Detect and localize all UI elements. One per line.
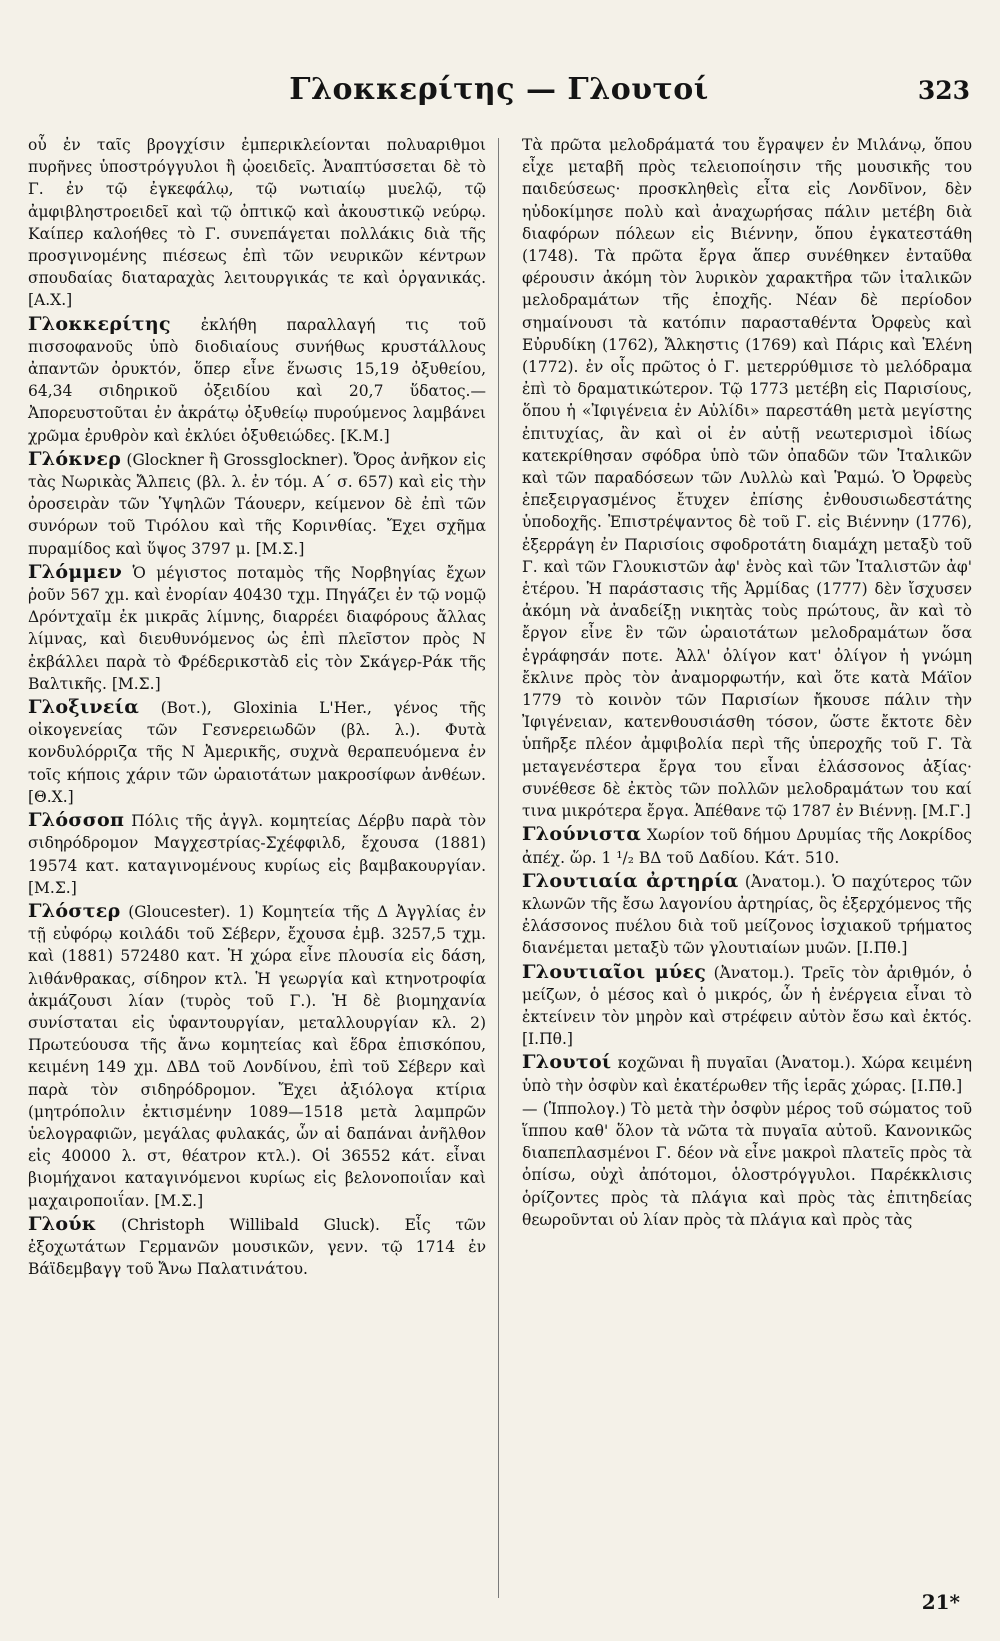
entry-text: οὗ ἐν ταῖς βρογχίσιν ἐμπερικλείονται πολυαριθμοι πυρῆνες ὑποστρόγγυλοι ἢ ᾠοειδεῖς. Ἀναπτύσσεται δὲ τὸ Γ. ἐν τῷ ἐγκεφάλῳ, τῷ νωτιαίῳ μυελῷ, τῷ ἀμφιβληστροειδεῖ καὶ τῷ ὀπτικῷ καὶ ἀκουστικῷ νεύρῳ. Καίπερ καλοήθες τὸ Γ. συνεπάγεται πολλάκις διὰ τῆς προσγινομένης πιέσεως ἐπὶ τῶν νευρικῶν κέντρων σπουδαίας διαταραχὰς λειτουργικάς τε καὶ ὀργανικάς. [Α.Χ.] <box>28 136 486 310</box>
dictionary-entry <box>28 448 486 560</box>
entry-headword: Γλόκνερ <box>28 447 122 470</box>
entry-headword: Γλοκκερίτης <box>28 312 171 335</box>
dictionary-entry <box>522 823 972 868</box>
right-column <box>522 134 972 1232</box>
dictionary-entry <box>28 134 486 312</box>
running-header <box>28 72 970 112</box>
signature-mark: 21* <box>921 1590 960 1614</box>
page-title: Γλοκκερίτης — Γλουτοί <box>289 72 709 107</box>
entry-text: Ὁ μέγιστος ποταμὸς τῆς Νορβηγίας ἔχων ῥοῦν 567 χμ. καὶ ἐνορίαν 40430 τχμ. Πηγάζει ἐν τῷ νομῷ Δρόντχαϊμ ἐκ μικρᾶς λίμνης, διαρρέει διαφόρους ἄλλας λίμνας, καὶ διευθυνόμενος ὡς ἐπὶ πλεῖστον πρὸς Ν ἐκβάλλει παρὰ τὸ Φρέδερικστὰδ εἰς τὸν Σκάγερ-Ράκ τῆς Βαλτικῆς. [Μ.Σ.] <box>28 563 486 693</box>
entry-headword: Γλουτοί <box>522 1051 612 1074</box>
left-column <box>28 134 486 1281</box>
entry-text: Τὰ πρῶτα μελοδράματά του ἔγραψεν ἐν Μιλάνῳ, ὅπου εἶχε μεταβῆ πρὸς τελειοποίησιν τῆς μουσικῆς του παιδεύσεως· προσκληθεὶς εἶτα εἰς Λονδῖνον, δὲν ηὐδοκίμησε πολὺ καὶ ἀναχωρήσας πάλιν μετέβη διὰ διαφόρων πόλεων εἰς Βιέννην, ὅπου ἐγκατεστάθη (1748). Τὰ πρῶτα ἔργα ἅπερ συνέθηκεν ἐνταῦθα φέρουσιν ἀκόμη τὸν λυρικὸν χαρακτῆρα τῶν ἰταλικῶν μελοδραμάτων τῆς ἐποχῆς. Νέαν δὲ περίοδον σημαίνουσι τὰ κατόπιν παρασταθέντα Ὀρφεὺς καὶ Εὐρυδίκη (1762), Ἄλκηστις (1769) καὶ Πάρις καὶ Ἑλένη (1772). ἐν οἷς πρῶτος ὁ Γ. μετερρύθμισε τὸ μελόδραμα ἐπὶ τὸ δραματικώτερον. Τῷ 1773 μετέβη εἰς Παρισίους, ὅπου ἡ «Ἰφιγένεια ἐν Αὐλίδι» παρεστάθη μετὰ μεγίστης ἐπιτυχίας, ἂν καὶ οἱ ἐν αὐτῇ νεωτερισμοὶ ἰδίως κατεκρίθησαν σφόδρα ὑπὸ τῶν ὀπαδῶν τῶν Ἰταλικῶν καὶ τῶν παραδόσεων τῶν Λυλλὼ καὶ Ῥαμώ. Ὁ Ὀρφεὺς ἐπεξειργασμένος ἔτυχεν ἐπίσης ἐνθουσιωδεστάτης ὑποδοχῆς. Ἐπιστρέψαντος δὲ τοῦ Γ. εἰς Βιέννην (1776), ἐξερράγη ἐν Παρισίοις σφοδροτάτη διαμάχη μεταξὺ τοῦ Γ. καὶ τῶν Γλουκιστῶν ἀφ' ἑνὸς καὶ τῶν Ἰταλιστῶν ἀφ' ἑτέρου. Ἡ παράστασις τῆς Ἀρμίδας (1777) δὲν ἴσχυσεν ἀκόμη νὰ ἀναδείξῃ νικητὰς τοὺς πρώτους, ἂν καὶ τὸ ἔργον εἶνε ἓν τῶν ὡραιοτάτων μελοδραμάτων ὅσα ἐγράφησάν ποτε. Ἀλλ' ὀλίγον κατ' ὀλίγον ἡ γνώμη ἔκλινε πρὸς τὸν ἀναμορφωτήν, καὶ ὅτε κατὰ Μάϊον 1779 τὸ κοινὸν τῶν Παρισίων ἤκουσε πάλιν τὴν Ἰφιγένειαν, κατενθουσιάσθη τόσον, ὥστε ἔκτοτε δὲν ὑπῆρξε πλέον ἀμφιβολία περὶ τῆς ὑπεροχῆς τοῦ Γ. Τὰ μεταγενέστερα ἔργα του εἶναι ἐλάσσονος ἀξίας· συνέθεσε δὲ ἐκτὸς τῶν πολλῶν μελοδραμάτων του καί τινα μικρότερα ἔργα. Ἀπέθανε τῷ 1787 ἐν Βιέννῃ. [Μ.Γ.] <box>522 136 972 821</box>
dictionary-entry <box>522 870 972 960</box>
entry-headword: Γλόσσοπ <box>28 809 125 832</box>
page-number: 323 <box>917 76 970 105</box>
column-divider <box>498 138 499 1598</box>
entry-text: κοχῶναι ἢ πυγαῖαι (Ἀνατομ.). Χώρα κειμένη ὑπὸ τὴν ὀσφὺν καὶ ἑκατέρωθεν τῆς ἱερᾶς χώρας. [Ι.Πθ.] <box>522 1054 972 1095</box>
entry-text: Πόλις τῆς ἀγγλ. κομητείας Δέρβυ παρὰ τὸν σιδηρόδρομον Μαγχεστρίας-Σχέφφιλδ, ἔχουσα (1881) 19574 κατ. καταγινομένους κυρίως εἰς βαμβακουργίαν. [Μ.Σ.] <box>28 812 486 897</box>
dictionary-entry <box>522 1098 972 1231</box>
entry-headword: Γλουτιαῖοι μύες <box>522 960 707 983</box>
dictionary-entry <box>28 561 486 695</box>
entry-headword: Γλόμμεν <box>28 560 123 583</box>
entry-text: ἐκλήθη παραλλαγή τις τοῦ πισσοφανοῦς ὑπὸ διοδιαίους συνήθως κρυστάλλους ἀπαντῶν ὀρυκτόν, ὅπερ εἶνε ἕνωσις 15,19 ὀξυθείου, 64,34 σιδηρικοῦ ὀξειδίου καὶ 20,7 ὕδατος.—Ἀπορευστοῦται ἐν ἀκράτῳ ὀξυθείῳ πυρούμενος λαμβάνει χρῶμα ἐρυθρὸν καὶ ἐκλύει ὀξυθειώδες. [Κ.Μ.] <box>28 315 486 445</box>
dictionary-entry <box>522 1051 972 1096</box>
dictionary-entry <box>522 134 972 822</box>
dictionary-entry <box>28 313 486 447</box>
entry-headword: Γλόστερ <box>28 899 121 922</box>
entry-headword: Γλοξινεία <box>28 696 140 719</box>
dictionary-entry <box>522 961 972 1051</box>
dictionary-entry <box>28 900 486 1212</box>
entry-text: — (Ἱππολογ.) Τὸ μετὰ τὴν ὀσφὺν μέρος τοῦ σώματος τοῦ ἵππου καθ' ὅλον τὰ νῶτα τὰ πυγαῖα αὐτοῦ. Κανονικῶς διαπεπλασμένοι Γ. δέον νὰ εἶνε μακροὶ πλατεῖς πρὸς τὰ ὀπίσω, οὐχὶ ἀπότομοι, ὁλοστρόγγυλοι. Παρέκκλισις ὁρίζοντες πρὸς τὰ πλάγια καὶ πρὸς τὰς ἐπιτηδείας θεωροῦνται οὐ λίαν πρὸς τὰ πλάγια καὶ πρὸς τὰς <box>522 1099 972 1229</box>
dictionary-entry <box>28 696 486 808</box>
entry-text: (Gloucester). 1) Κομητεία τῆς Δ Ἀγγλίας ἐν τῇ εὐφόρῳ κοιλάδι τοῦ Σέβερν, ἔχουσα ἐμβ. 3257,5 τχμ. καὶ (1881) 572480 κατ. Ἡ χώρα εἶνε πλουσία εἰς δάση, λιθάνθρακας, σίδηρον κτλ. Ἡ γεωργία καὶ κτηνοτροφία ἀκμάζουσι λίαν (τυρὸς τοῦ Γ.). Ἡ δὲ βιομηχανία συνίσταται εἰς ὑφαντουργίαν, μεταλλουργίαν κλ. 2) Πρωτεύουσα τῆς ἄνω κομητείας καὶ ἕδρα ἐπισκόπου, κειμένη 149 χμ. ΔΒΔ τοῦ Λονδίνου, ἐπὶ τοῦ Σέβερν καὶ παρὰ τὸν σιδηρόδρομον. Ἔχει ἀξιόλογα κτίρια (μητρόπολιν ἐκτισμένην 1089—1518 μετὰ λαμπρῶν ὑελογραφιῶν, μεγάλας φυλακάς, ὧν αἱ δαπάναι ἀνῆλθον εἰς 40000 λ. στ, θέατρον κτλ.). Οἱ 36552 κάτ. εἶναι βιομήχανοι καταγινόμενοι κυρίως εἰς βελονοποιΐαν καὶ μαχαιροποιΐαν. [Μ.Σ.] <box>28 902 486 1210</box>
entry-headword: Γλούνιστα <box>522 823 642 846</box>
entry-headword: Γλούκ <box>28 1212 97 1235</box>
entry-text: (Christoph Willibald Gluck). Εἷς τῶν ἐξοχωτάτων Γερμανῶν μουσικῶν, γενν. τῷ 1714 ἐν Βάϊδεμβαγγ τοῦ Ἄνω Παλατινάτου. <box>28 1215 486 1279</box>
dictionary-entry <box>28 1213 486 1281</box>
entry-text: (Βοτ.), Gloxinia L'Her., γένος τῆς οἰκογενείας τῶν Γεσνερειωδῶν (βλ. λ.). Φυτὰ κονδυλόρριζα τῆς Ν Ἀμερικῆς, συχνὰ θεραπευόμενα ἐν τοῖς κήποις χάριν τῶν ὡραιοτάτων μακροσίφων ἀνθέων. [Θ.Χ.] <box>28 699 486 806</box>
entry-text: (Ἀνατομ.). Ὁ παχύτερος τῶν κλωνῶν τῆς ἔσω λαγονίου ἀρτηρίας, ὃς ἐξερχόμενος τῆς ἐλάσσονος πυέλου διὰ τοῦ μείζονος ἰσχιακοῦ τρήματος διανέμεται μεταξὺ τῶν γλουτιαίων μυῶν. [Ι.Πθ.] <box>522 872 972 958</box>
entry-headword: Γλουτιαία ἀρτηρία <box>522 869 739 892</box>
entry-text: (Glockner ἢ Grossglockner). Ὄρος ἀνῆκον εἰς τὰς Νωρικὰς Ἄλπεις (βλ. λ. ἐν τόμ. Α΄ σ. 657) καὶ εἰς τὴν ὀροσειρὰν τῶν Ὑψηλῶν Τάουερν, κείμενον δὲ ἐπὶ τῶν συνόρων τοῦ Τιρόλου καὶ τῆς Κορινθίας. Ἔχει σχῆμα πυραμίδος καὶ ὕψος 3797 μ. [Μ.Σ.] <box>28 450 486 558</box>
entry-text: Χωρίον τοῦ δήμου Δρυμίας τῆς Λοκρίδος ἀπέχ. ὥρ. 1 ¹/₂ ΒΔ τοῦ Δαδίου. Κάτ. 510. <box>522 826 972 867</box>
dictionary-entry <box>28 809 486 899</box>
entry-text: (Ἀνατομ.). Τρεῖς τὸν ἀριθμόν, ὁ μείζων, ὁ μέσος καὶ ὁ μικρός, ὧν ἡ ἐνέργεια εἶναι τὸ ἐκτείνειν τὸν μηρὸν καὶ στρέφειν αὐτὸν ἔσω καὶ ἐκτός. [Ι.Πθ.] <box>522 963 972 1049</box>
